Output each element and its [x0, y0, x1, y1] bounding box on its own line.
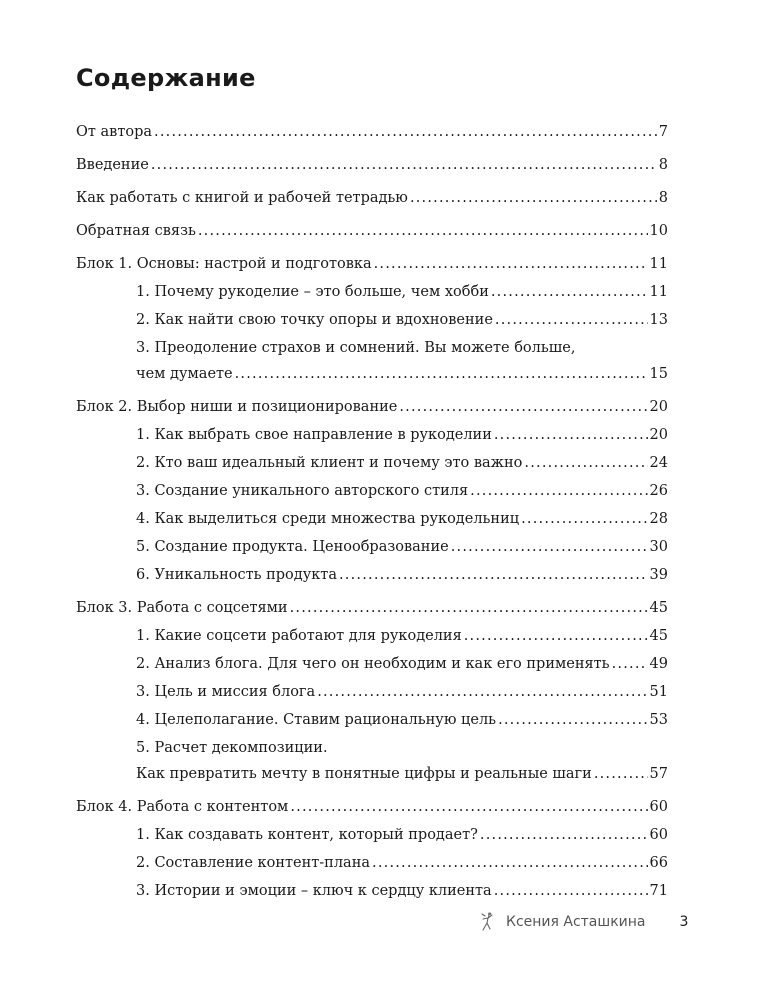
page-footer: [478, 912, 688, 932]
toc-page-number: 49: [649, 656, 668, 672]
toc-entry[interactable]: [76, 797, 668, 817]
toc-subentry[interactable]: [76, 853, 668, 873]
toc-subentry[interactable]: [76, 626, 668, 646]
toc-entry-first-line: 3. Преодоление страхов и сомнений. Вы можете больше,: [136, 340, 576, 356]
page-title: Содержание: [76, 64, 256, 92]
toc-entry-title: 5. Создание продукта. Ценообразование: [136, 539, 449, 555]
dot-leader: [451, 537, 648, 557]
toc-page-number: 24: [649, 455, 668, 471]
toc-page-number: 45: [649, 600, 668, 616]
toc-entry-title: 4. Как выделиться среди множества рукодельниц: [136, 511, 520, 527]
toc-page-number: 57: [649, 766, 668, 782]
dot-leader: [374, 254, 648, 274]
dot-leader: [494, 425, 648, 445]
toc-entry[interactable]: [76, 397, 668, 417]
toc-page-number: 51: [649, 684, 668, 700]
toc-subentry[interactable]: [76, 881, 668, 901]
toc-entry-title: Блок 3. Работа с соцсетями: [76, 600, 288, 616]
toc-page-number: 66: [649, 855, 668, 871]
toc-subentry[interactable]: [76, 453, 668, 473]
dot-leader: [491, 282, 648, 302]
toc-entry-title: 1. Какие соцсети работают для рукоделия: [136, 628, 462, 644]
toc-page-number: 7: [658, 124, 668, 140]
toc-subentry[interactable]: [76, 682, 668, 702]
toc-subentry[interactable]: [76, 425, 668, 445]
toc-entry-title: От автора: [76, 124, 153, 140]
toc-entry[interactable]: [76, 188, 668, 208]
toc-entry-title: 3. Истории и эмоции – ключ к сердцу клиента: [136, 883, 492, 899]
toc-page-number: 10: [649, 223, 668, 239]
toc-subentry[interactable]: [76, 537, 668, 557]
dot-leader: [480, 825, 648, 845]
toc-entry-title: 2. Составление контент-плана: [136, 855, 371, 871]
toc-entry-title: Блок 4. Работа с контентом: [76, 799, 289, 815]
toc-entry-title: 2. Кто ваш идеальный клиент и почему это важно: [136, 455, 523, 471]
toc-subentry[interactable]: [76, 565, 668, 585]
toc-subentry[interactable]: [76, 764, 668, 784]
toc-entry[interactable]: [76, 155, 668, 175]
dancer-logo-icon: [478, 912, 496, 932]
toc-entry-title: 6. Уникальность продукта: [136, 567, 337, 583]
dot-leader: [410, 188, 657, 208]
toc-entry-title: Как превратить мечту в понятные цифры и реальные шаги: [136, 766, 592, 782]
toc-page-number: 20: [649, 399, 668, 415]
toc-entry-title: Обратная связь: [76, 223, 196, 239]
toc-page-number: 20: [649, 427, 668, 443]
dot-leader: [290, 797, 647, 817]
dot-leader: [521, 509, 647, 529]
toc-page-number: 11: [649, 256, 668, 272]
toc-page-number: 30: [649, 539, 668, 555]
dot-leader: [524, 453, 647, 473]
toc-entry-title: 3. Создание уникального авторского стиля: [136, 483, 469, 499]
toc-entry-title: Блок 1. Основы: настрой и подготовка: [76, 256, 372, 272]
toc-entry-title: 1. Почему рукоделие – это больше, чем хобби: [136, 284, 489, 300]
dot-leader: [594, 764, 648, 784]
table-of-contents: [76, 122, 668, 901]
toc-subentry[interactable]: [76, 509, 668, 529]
toc-page-number: 39: [649, 567, 668, 583]
toc-entry-title: 2. Анализ блога. Для чего он необходим и как его применять: [136, 656, 610, 672]
dot-leader: [612, 654, 648, 674]
toc-page-number: 71: [649, 883, 668, 899]
toc-page-number: 15: [649, 366, 668, 382]
toc-entry-title: Как работать с книгой и рабочей тетрадью: [76, 190, 408, 206]
toc-subentry[interactable]: [76, 481, 668, 501]
dot-leader: [339, 565, 648, 585]
toc-entry-title: Блок 2. Выбор ниши и позиционирование: [76, 399, 398, 415]
dot-leader: [399, 397, 647, 417]
toc-entry-title: 3. Цель и миссия блога: [136, 684, 316, 700]
dot-leader: [317, 682, 647, 702]
dot-leader: [498, 710, 647, 730]
toc-page-number: 11: [649, 284, 668, 300]
dot-leader: [494, 881, 648, 901]
dot-leader: [470, 481, 647, 501]
toc-entry[interactable]: [76, 122, 668, 142]
toc-page-number: 60: [649, 827, 668, 843]
toc-entry-title: 2. Как найти свою точку опоры и вдохновение: [136, 312, 493, 328]
toc-entry-title: 4. Целеполагание. Ставим рациональную цель: [136, 712, 497, 728]
dot-leader: [372, 853, 648, 873]
toc-subentry[interactable]: [76, 654, 668, 674]
toc-entry-title: 1. Как выбрать свое направление в рукоделии: [136, 427, 492, 443]
toc-subentry[interactable]: [76, 710, 668, 730]
toc-page-number: 45: [649, 628, 668, 644]
toc-entry-first-line: 5. Расчет декомпозиции.: [136, 740, 328, 756]
toc-entry[interactable]: [76, 254, 668, 274]
dot-leader: [464, 626, 648, 646]
dot-leader: [290, 598, 648, 618]
toc-page-number: 13: [649, 312, 668, 328]
toc-page-number: 26: [649, 483, 668, 499]
toc-page-number: 53: [649, 712, 668, 728]
toc-subentry[interactable]: [76, 825, 668, 845]
dot-leader: [235, 364, 648, 384]
toc-entry-title: чем думаете: [136, 366, 233, 382]
page-number: 3: [679, 914, 689, 930]
toc-entry[interactable]: [76, 598, 668, 618]
toc-entry-title: 1. Как создавать контент, который продает?: [136, 827, 478, 843]
toc-subentry[interactable]: [76, 282, 668, 302]
toc-subentry[interactable]: [76, 364, 668, 384]
toc-page-number: 8: [658, 157, 668, 173]
toc-page-number: 8: [658, 190, 668, 206]
author-name: Ксения Асташкина: [506, 914, 646, 930]
toc-entry[interactable]: [76, 221, 668, 241]
toc-subentry[interactable]: [76, 310, 668, 330]
toc-page-number: 28: [649, 511, 668, 527]
dot-leader: [154, 122, 657, 142]
dot-leader: [151, 155, 657, 175]
toc-entry-title: Введение: [76, 157, 149, 173]
toc-page-number: 60: [649, 799, 668, 815]
dot-leader: [495, 310, 648, 330]
dot-leader: [198, 221, 648, 241]
